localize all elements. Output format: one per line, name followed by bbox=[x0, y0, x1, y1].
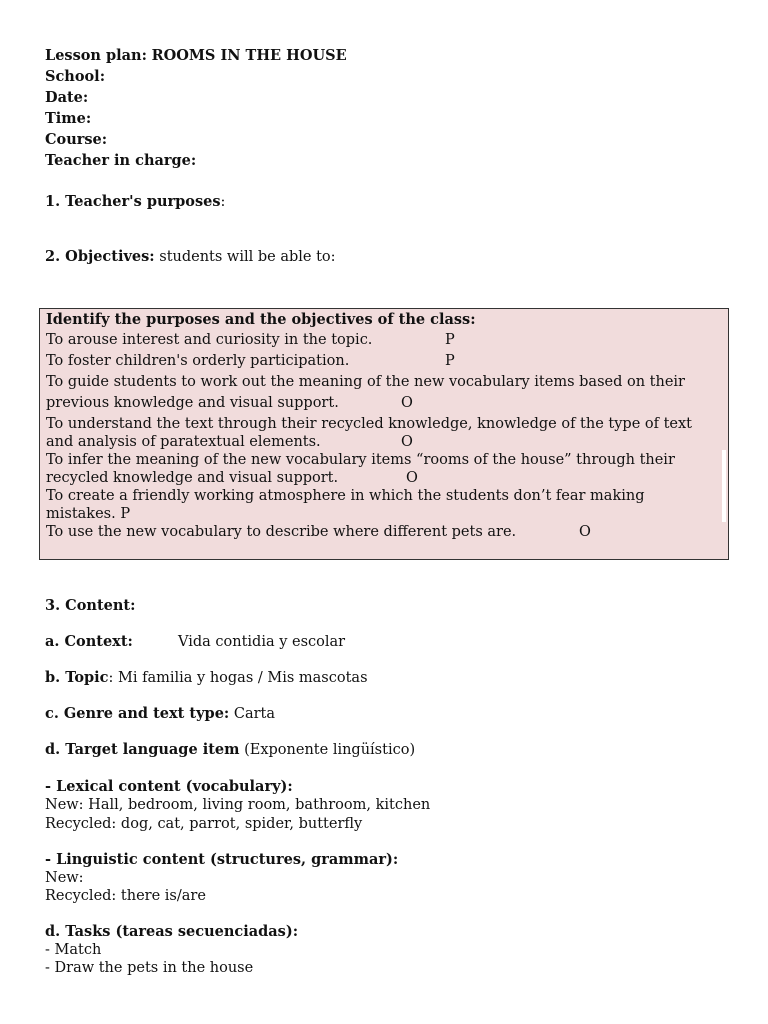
context-value: Vida contidia y escolar bbox=[178, 634, 346, 650]
box-line: and analysis of paratextual elements. bbox=[46, 434, 321, 450]
box-line: To create a friendly working atmosphere in which the students don’t fear making bbox=[46, 488, 645, 504]
box-line-mark: P bbox=[445, 353, 455, 369]
lesson-plan-title bbox=[45, 46, 347, 66]
box-line: previous knowledge and visual support. bbox=[46, 395, 339, 411]
box-line: recycled knowledge and visual support. bbox=[46, 470, 339, 486]
box-line: To understand the text through their recycled knowledge, knowledge of the type of text bbox=[46, 416, 693, 432]
topic-row: b. Topic: Mi familia y hogas / Mis mascotas bbox=[45, 669, 368, 686]
target-language-row: d. Target language item (Exponente lingüístico) bbox=[45, 741, 416, 758]
linguistic-heading: - Linguistic content (structures, grammar): bbox=[45, 851, 399, 868]
box-title: Identify the purposes and the objectives of the class: bbox=[46, 311, 476, 328]
title-label: Lesson plan: bbox=[45, 47, 147, 64]
linguistic-new: New: bbox=[45, 870, 84, 886]
context-label: a. Context: bbox=[45, 633, 133, 650]
box-line-mark: O bbox=[401, 434, 413, 450]
teacher-label: Teacher in charge: bbox=[45, 152, 197, 169]
objectives-heading: 2. Objectives: students will be able to: bbox=[45, 248, 336, 265]
box-line: mistakes. P bbox=[46, 506, 131, 522]
genre-row: c. Genre and text type: Carta bbox=[45, 705, 276, 722]
tasks-heading: d. Tasks (tareas secuenciadas): bbox=[45, 923, 299, 940]
box-line-mark: P bbox=[445, 332, 455, 348]
time-label: Time: bbox=[45, 110, 92, 127]
course-label: Course: bbox=[45, 131, 108, 148]
box-line-mark: O bbox=[579, 524, 591, 540]
box-line-mark: O bbox=[401, 395, 413, 411]
box-line: To guide students to work out the meaning of the new vocabulary items based on their bbox=[46, 374, 685, 390]
box-line: To use the new vocabulary to describe where different pets are. bbox=[46, 524, 517, 540]
purposes-objectives-box bbox=[39, 308, 729, 560]
title-value: ROOMS IN THE HOUSE bbox=[151, 47, 347, 64]
box-line: To arouse interest and curiosity in the topic. bbox=[46, 332, 373, 348]
box-line-mark: O bbox=[406, 470, 418, 486]
task-item: - Draw the pets in the house bbox=[45, 960, 254, 976]
teachers-purposes-heading: 1. Teacher's purposes: bbox=[45, 193, 226, 210]
linguistic-recycled: Recycled: there is/are bbox=[45, 888, 206, 904]
lexical-heading: - Lexical content (vocabulary): bbox=[45, 778, 293, 795]
content-heading: 3. Content: bbox=[45, 597, 136, 614]
date-label: Date: bbox=[45, 89, 89, 106]
task-item: - Match bbox=[45, 942, 102, 958]
lexical-recycled: Recycled: dog, cat, parrot, spider, butterfly bbox=[45, 816, 363, 832]
box-edge-gap bbox=[722, 450, 726, 522]
box-line: To infer the meaning of the new vocabulary items “rooms of the house” through their bbox=[46, 452, 675, 468]
school-label: School: bbox=[45, 68, 106, 85]
context-row bbox=[45, 632, 133, 652]
box-line: To foster children's orderly participation. bbox=[46, 353, 350, 369]
lexical-new: New: Hall, bedroom, living room, bathroom, kitchen bbox=[45, 797, 431, 813]
